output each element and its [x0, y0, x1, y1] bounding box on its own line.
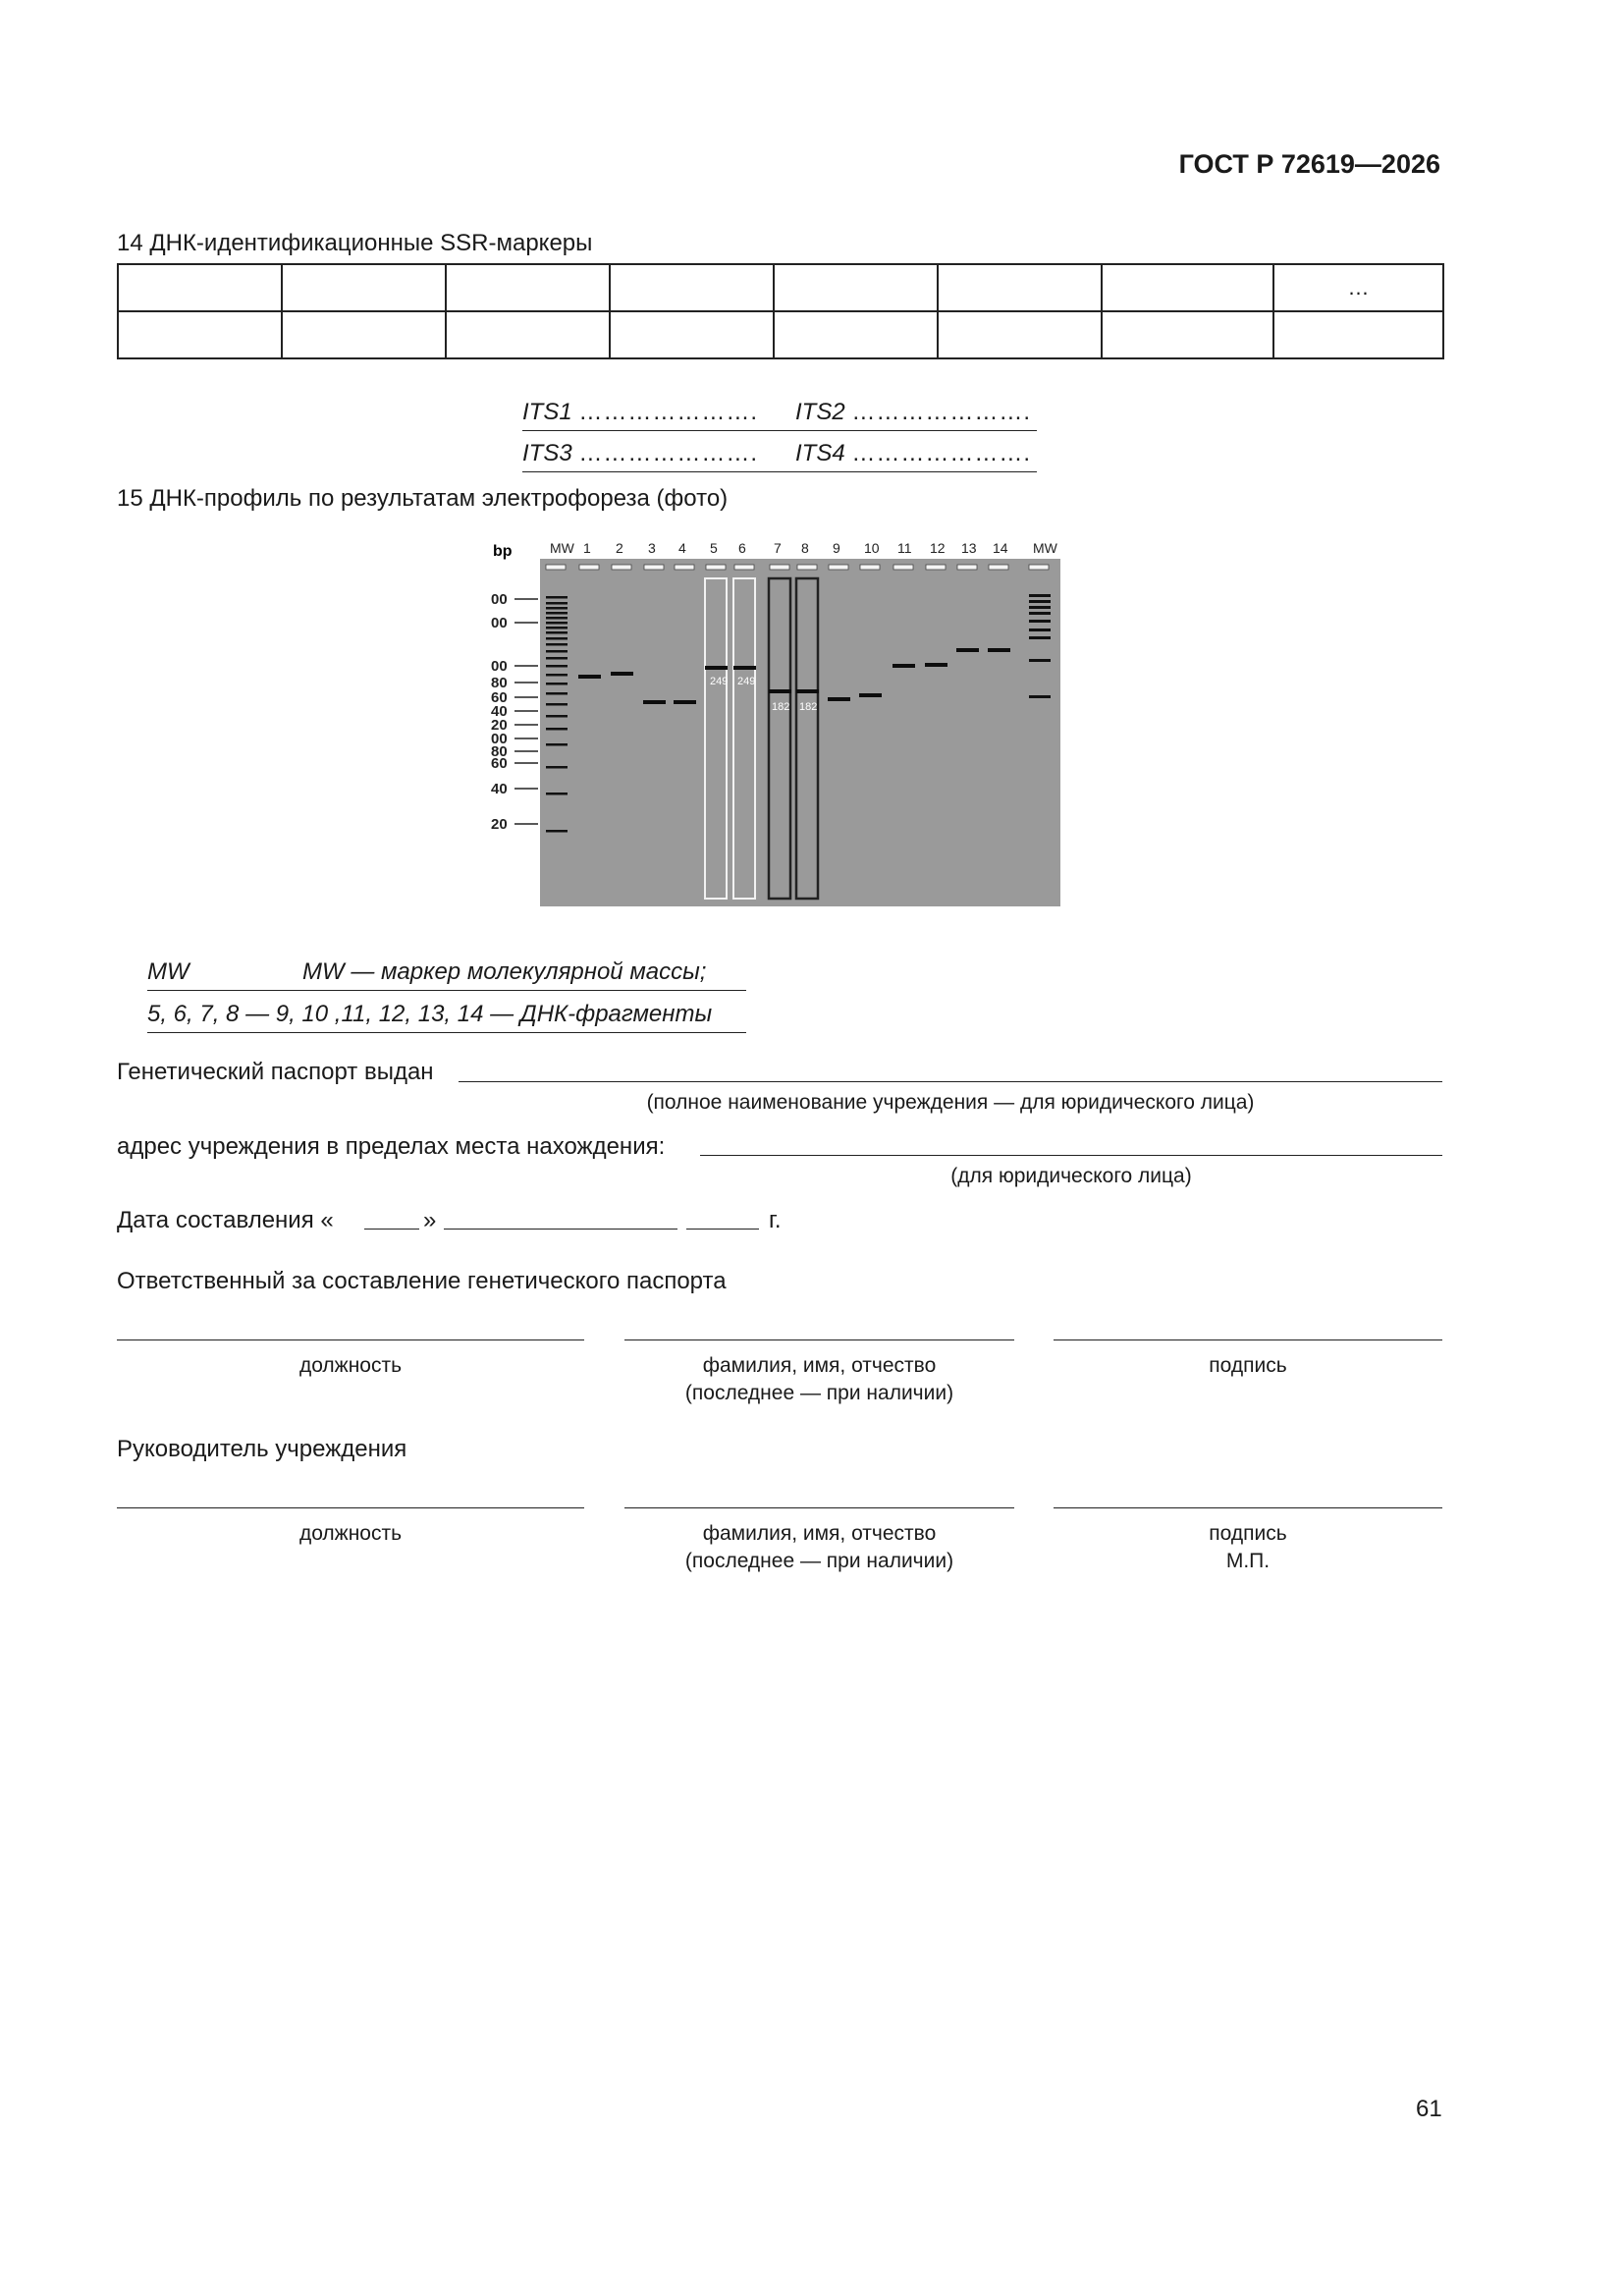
issued-field[interactable]	[459, 1081, 1442, 1082]
gel-well	[1029, 565, 1049, 570]
tick-label: 80	[491, 743, 508, 760]
tick-label: 40	[491, 703, 508, 720]
table-cell	[118, 311, 282, 358]
gel-well	[579, 565, 599, 570]
signature-caption: подпись	[1209, 1354, 1287, 1377]
lane-label: 2	[616, 540, 623, 556]
ladder-band	[1029, 620, 1051, 623]
ladder-band	[546, 743, 568, 746]
table-cell: …	[1273, 264, 1443, 311]
issued-label: Генетический паспорт выдан	[117, 1059, 434, 1085]
ladder-band	[546, 766, 568, 769]
ladder-band	[546, 703, 568, 706]
lane-label: 1	[583, 540, 591, 556]
gel-well	[644, 565, 664, 570]
table-cell	[774, 264, 938, 311]
section-15-title: 15 ДНК-профиль по результатам электрофореза (фото)	[117, 485, 729, 512]
ladder-band	[1029, 659, 1051, 662]
responsible-name-field[interactable]	[624, 1339, 1014, 1340]
ladder-band	[1029, 594, 1051, 597]
tick-label: 00	[491, 591, 508, 608]
lane-label: 14	[993, 540, 1008, 556]
ladder-band	[546, 631, 568, 634]
tick-label: 60	[491, 689, 508, 706]
dna-band	[859, 693, 882, 697]
ladder-band	[1029, 606, 1051, 609]
gel-well	[989, 565, 1008, 570]
lane-label: 5	[710, 540, 718, 556]
ladder-band	[546, 830, 568, 833]
date-month-field[interactable]	[444, 1229, 677, 1230]
ladder-band	[546, 643, 568, 646]
lane-label: MW	[1033, 540, 1057, 556]
date-year-suffix: г.	[769, 1207, 782, 1233]
tick-label: 00	[491, 658, 508, 675]
dna-band	[828, 697, 850, 701]
ladder-band	[546, 596, 568, 599]
dna-band	[611, 672, 633, 676]
ladder-band	[546, 602, 568, 605]
legend-line-1	[147, 958, 746, 991]
gel-well	[893, 565, 913, 570]
gel-background	[540, 559, 1060, 906]
dna-band	[893, 664, 915, 668]
band-label: 249	[737, 676, 756, 687]
tick-label: 00	[491, 615, 508, 631]
gel-well	[675, 565, 694, 570]
ladder-band	[546, 793, 568, 795]
responsible-label: Ответственный за составление генетического паспорта	[117, 1268, 727, 1294]
table-cell	[1102, 264, 1273, 311]
dna-band	[925, 663, 947, 667]
tick-label: 20	[491, 816, 508, 833]
ladder-band	[546, 650, 568, 653]
table-cell	[446, 311, 610, 358]
table-cell	[1102, 311, 1273, 358]
date-label: Дата составления «	[117, 1207, 334, 1233]
lane-labels	[550, 540, 1058, 556]
table-cell	[774, 311, 938, 358]
tick-labels	[491, 591, 538, 833]
ladder-band	[546, 622, 568, 625]
its4-field: ITS4 ………………….	[795, 440, 1032, 466]
ssr-marker-table	[117, 263, 1444, 359]
head-position-field[interactable]	[117, 1507, 584, 1508]
dna-band	[988, 648, 1010, 652]
dna-band	[674, 700, 696, 704]
gel-well	[926, 565, 946, 570]
gel-wells	[546, 565, 1049, 570]
lane-label: MW	[550, 540, 574, 556]
band-label: 182	[772, 701, 790, 713]
lane-label: 13	[961, 540, 977, 556]
stamp-mark: М.П.	[1225, 1550, 1271, 1572]
tick-label: 80	[491, 675, 508, 691]
tick-label: 60	[491, 755, 508, 772]
ladder-band	[546, 612, 568, 615]
lane-label: 4	[678, 540, 686, 556]
ladder-band	[546, 728, 568, 731]
table-cell	[446, 264, 610, 311]
ladder-band	[1029, 695, 1051, 698]
standard-header: ГОСТ Р 72619—2026	[1178, 149, 1440, 179]
its-row-2	[522, 440, 1037, 472]
gel-well	[860, 565, 880, 570]
table-cell	[118, 264, 282, 311]
its2-field: ITS2 ………………….	[795, 399, 1032, 425]
lane-label: 3	[648, 540, 656, 556]
lane-label: 9	[833, 540, 840, 556]
table-cell	[938, 264, 1102, 311]
ladder-band	[1029, 600, 1051, 603]
ladder-band	[546, 692, 568, 695]
table-row	[118, 264, 1443, 311]
date-day-field[interactable]	[364, 1229, 419, 1230]
table-cell	[938, 311, 1102, 358]
tick-label: 20	[491, 717, 508, 734]
ladder-band	[546, 637, 568, 640]
table-row	[118, 311, 1443, 358]
ladder-band	[546, 674, 568, 677]
date-quote: »	[423, 1207, 437, 1233]
head-signature-field[interactable]	[1054, 1507, 1442, 1508]
address-caption: (для юридического лица)	[950, 1165, 1192, 1187]
table-cell	[282, 264, 446, 311]
ladder-band	[546, 715, 568, 718]
legend-mw-label: MW	[147, 958, 189, 985]
date-year-field[interactable]	[686, 1229, 759, 1230]
position-caption: должность	[298, 1354, 403, 1377]
page-number: 61	[1416, 2096, 1442, 2122]
name-caption: фамилия, имя, отчество (последнее — при наличии)	[684, 1354, 954, 1404]
position-caption: должность	[298, 1522, 403, 1545]
gel-well	[612, 565, 631, 570]
legend-line-2: 5, 6, 7, 8 — 9, 10 ,11, 12, 13, 14 — ДНК-фрагменты	[147, 1001, 746, 1033]
ladder-band	[546, 607, 568, 610]
responsible-signature-field[interactable]	[1054, 1339, 1442, 1340]
lane-label: 6	[738, 540, 746, 556]
bp-label: bp	[493, 543, 513, 560]
dna-band	[578, 675, 601, 679]
gel-well	[829, 565, 848, 570]
gel-well	[797, 565, 817, 570]
gel-well	[957, 565, 977, 570]
issued-caption: (полное наименование учреждения — для юридического лица)	[646, 1091, 1255, 1114]
lane-label: 7	[774, 540, 782, 556]
tick-label: 00	[491, 731, 508, 747]
dna-band	[643, 700, 666, 704]
table-cell	[610, 311, 774, 358]
name-caption: фамилия, имя, отчество (последнее — при наличии)	[684, 1522, 954, 1572]
band-label: 249	[710, 676, 729, 687]
legend-mw-description: MW — маркер молекулярной массы;	[302, 958, 707, 985]
lane-label: 10	[864, 540, 880, 556]
ladder-band	[546, 657, 568, 660]
section-14-title: 14 ДНК-идентификационные SSR-маркеры	[117, 230, 593, 256]
gel-well	[706, 565, 726, 570]
ladder-band	[1029, 636, 1051, 639]
head-label: Руководитель учреждения	[117, 1436, 407, 1462]
band-label: 182	[799, 701, 818, 713]
address-field[interactable]	[700, 1155, 1442, 1156]
tick-label: 40	[491, 781, 508, 797]
gel-electrophoresis-image	[487, 535, 1066, 908]
dna-band	[796, 689, 819, 693]
gel-well	[770, 565, 789, 570]
table-cell	[1273, 311, 1443, 358]
dna-band	[705, 666, 728, 670]
signature-caption: подпись М.П.	[1054, 1520, 1442, 1575]
its1-field: ITS1 ………………….	[522, 399, 759, 425]
head-name-field[interactable]	[624, 1507, 1014, 1508]
its-row-1	[522, 399, 1037, 431]
lane-label: 12	[930, 540, 946, 556]
dna-band	[769, 689, 791, 693]
table-cell	[610, 264, 774, 311]
ladder-band	[1029, 629, 1051, 631]
ladder-band	[546, 683, 568, 685]
lane-label: 11	[897, 540, 912, 556]
responsible-position-field[interactable]	[117, 1339, 584, 1340]
ladder-band	[546, 617, 568, 620]
dna-band	[956, 648, 979, 652]
its3-field: ITS3 ………………….	[522, 440, 759, 466]
ladder-band	[546, 665, 568, 668]
address-label: адрес учреждения в пределах места нахождения:	[117, 1133, 666, 1160]
lane-label: 8	[801, 540, 809, 556]
gel-well	[546, 565, 566, 570]
table-cell	[282, 311, 446, 358]
gel-well	[734, 565, 754, 570]
ladder-band	[1029, 612, 1051, 615]
dna-band	[733, 666, 756, 670]
ladder-band	[546, 627, 568, 629]
